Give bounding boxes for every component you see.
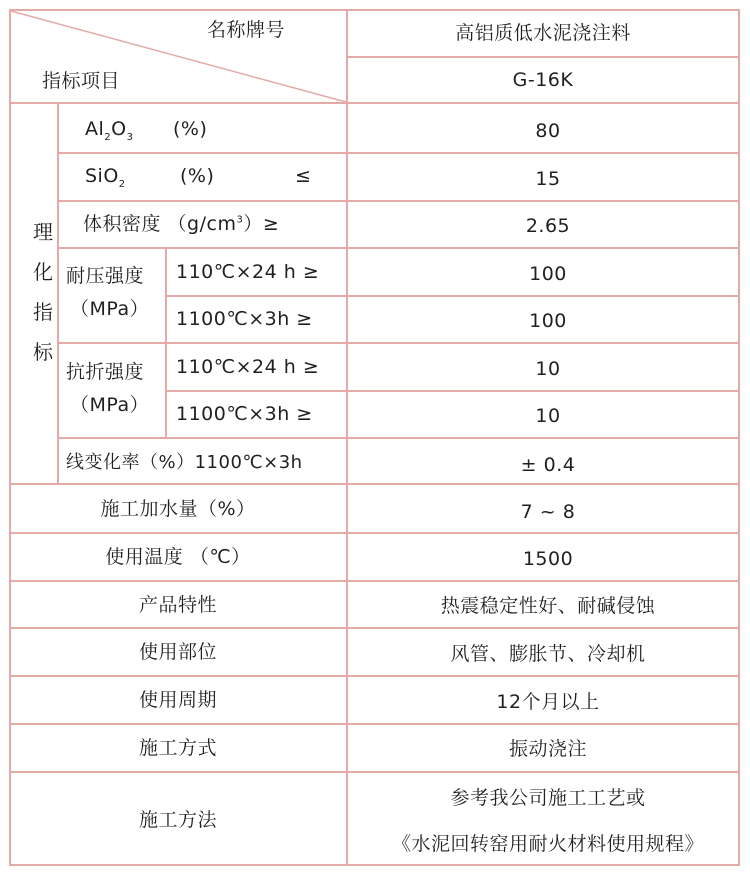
sio2-value: 15 — [535, 168, 561, 190]
group-label-char: 标 — [33, 340, 53, 364]
sio2-cond: ≤ — [295, 165, 312, 187]
water-label: 施工加水量（%） — [100, 498, 256, 520]
compressive-unit: （MPa） — [70, 298, 150, 320]
flexural-value-110: 10 — [535, 358, 561, 380]
feature-value: 热震稳定性好、耐碱侵蚀 — [440, 595, 656, 617]
group-label-char: 理 — [33, 220, 53, 244]
compressive-value-110: 100 — [529, 263, 567, 285]
linear-change-label: 线变化率（%）1100℃×3h — [66, 452, 303, 473]
group-label-char: 化 — [33, 260, 53, 284]
density-label: 体积密度 $(g/cm^3)\ge$ — [83, 213, 280, 235]
method-value-line1: 参考我公司施工工艺或 — [450, 787, 646, 809]
group-label — [32, 212, 54, 372]
product-name: 高铝质低水泥浇注料 — [455, 22, 631, 44]
location-value: 风管、膨胀节、冷却机 — [450, 643, 646, 665]
group-label-char: 指 — [33, 300, 53, 324]
compressive-cond-110: 110℃×24 h ≥ — [176, 261, 320, 283]
grade: G-16K — [512, 69, 574, 91]
temp-label: 使用温度 （℃） — [105, 546, 251, 568]
method-type-label: 施工方式 — [138, 737, 218, 759]
location-label: 使用部位 — [138, 641, 218, 663]
flexural-value-1100: 10 — [535, 405, 561, 427]
flexural-cond-1100: 1100℃×3h ≥ — [176, 403, 313, 425]
sio2-label: SiO$_2$ — [85, 165, 126, 190]
flexural-cond-110: 110℃×24 h ≥ — [176, 356, 320, 378]
temp-value: 1500 — [522, 548, 574, 570]
flexural-unit: （MPa） — [70, 394, 150, 416]
feature-label: 产品特性 — [138, 594, 218, 616]
method-label: 施工方法 — [138, 809, 218, 831]
header-row-label: 指标项目 — [42, 70, 121, 92]
water-value: 7 ~ 8 — [520, 501, 576, 523]
al2o3-unit: (%) — [173, 118, 208, 140]
al2o3-value: 80 — [535, 120, 561, 142]
compressive-cond-1100: 1100℃×3h ≥ — [176, 308, 313, 330]
density-value: 2.65 — [525, 215, 571, 237]
compressive-label: 耐压强度 — [66, 265, 145, 287]
period-label: 使用周期 — [138, 689, 218, 711]
compressive-value-1100: 100 — [529, 310, 567, 332]
method-type-value: 振动浇注 — [508, 738, 588, 760]
period-value: 12个月以上 — [496, 691, 600, 713]
flexural-label: 抗折强度 — [66, 361, 145, 383]
al2o3-label: $Al_2O_3$ — [85, 118, 134, 143]
linear-change-value: ± 0.4 — [520, 454, 576, 476]
header-col-label: 名称牌号 — [207, 19, 286, 41]
method-value-line2: 《水泥回转窑用耐火材料使用规程》 — [391, 833, 705, 855]
sio2-unit: (%) — [180, 165, 215, 187]
